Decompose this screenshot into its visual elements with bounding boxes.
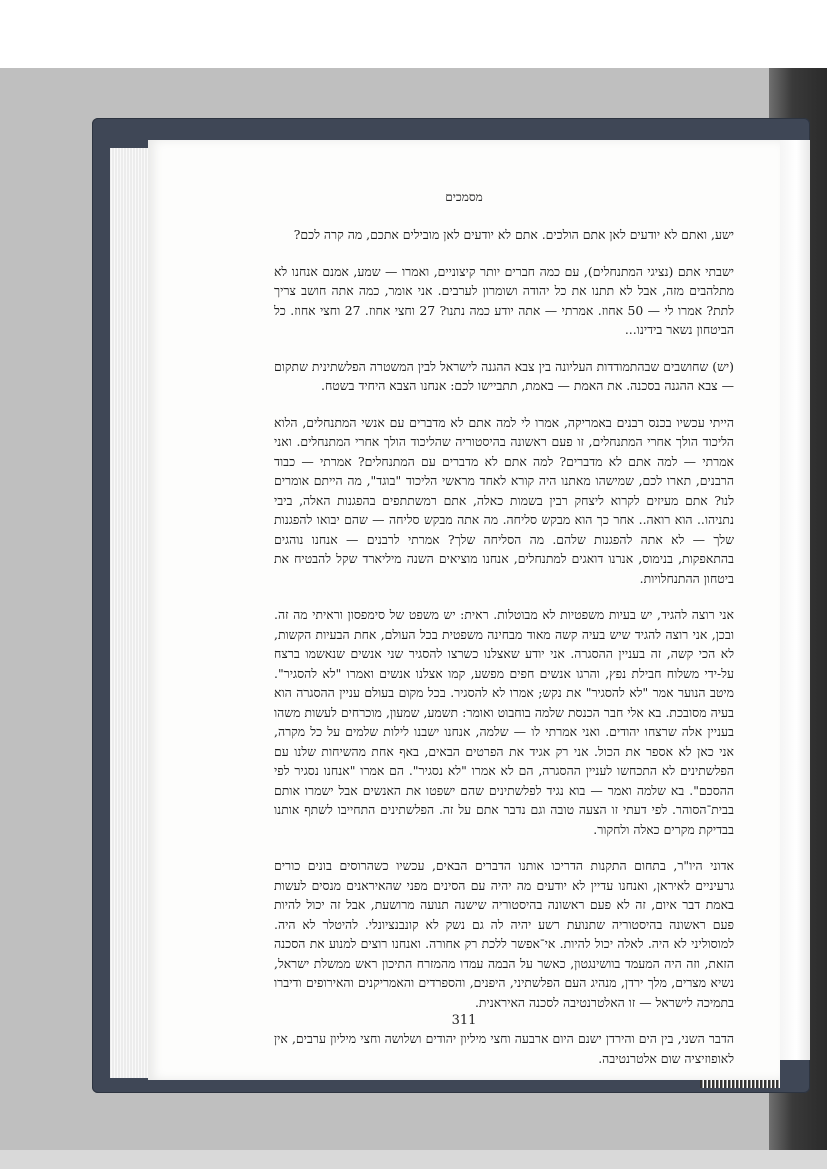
page-edge-right: [776, 140, 810, 1060]
page-number: 311: [451, 1013, 477, 1028]
body-text: [274, 225, 734, 1085]
paragraph: ישע, ואתם לא יודעים לאן אתם הולכים. אתם לא יודעים לאן מובילים אתכם, מה קרה לכם?: [293, 227, 734, 242]
paragraph: (יש) שחושבים שבהתמודדות העליונה בין צבא ההגנה לישראל לבין המשטרה הפלשתינית שתקום — צבא ההגנה בסכנה. את האמת — באמת, תתביישו לכם: אנחנו הצבא היחיד בשטח.: [274, 358, 734, 393]
paragraph: ישבתי אתם (נציגי המתנחלים), עם כמה חברים יותר קיצוניים, ואמרו — שמע, אמנם אנחנו לא מתלהבים מזה, אבל לא תתנו את כל יהודה ושומרון לערבים. אני אומר, כמה אתה חושב צריך לתת? אמרו לי — 50 אחוז. אמרתי — אתה יודע כמה נתנו? 27 וחצי אחוז. 27 וחצי אחוז. כל הביטחון נשאר בידינו...: [274, 263, 734, 337]
paragraph: אדוני היו"ר, בתחום התקנות הדריכו אותנו הדברים הבאים, עכשיו כשהרוסים בונים כורים גרעיניים לאיראן, ואנחנו עדיין לא יודעים מה יהיה עם הסינים מפני שהאיראנים מנסים לעשות באמת דבר איום, זה לא פעם ראשונה בהיסטוריה שישנה תנועה מרושעת, אבל זה יכול להיות פעם ראשונה בהיסטוריה שתנועת רשע יהיה לה גם נשק לא קונבנציונלי. להיטלר לא היה. למוסוליני לא היה. לאלה יכול להיות. אי־אפשר ללכת רק אחורה. ואנחנו רוצים למנוע את הסכנה הזאת, וזה היה המעמד בוושינגטון, כאשר על הבמה עמדו מהמזרח התיכון ראש ממשלת ישראל, נשיא מצרים, מלך ירדן, מנהיג העם הפלשתיני, היפנים, והספרדים והאמריקנים והאירופים ודיברו בתמיכה לישראל — זו האלטרנטיבה לסכנה האיראנית.: [274, 858, 734, 1010]
paragraph: הדבר השני, בין הים והירדן ישנם היום ארבעה וחצי מיליון יהודים ושלושה וחצי מיליון ערבים, אין לאופוזיציה שום אלטרנטיבה.: [274, 1031, 734, 1066]
paragraph: אני רוצה להגיד, יש בעיות משפטיות לא מבוטלות. ראית: יש משפט של סימפסון וראיתי מה זה. ובכן, אני רוצה להגיד שיש בעיה קשה מאוד מבחינה משפטית בכל העולם, אחת הבעיות הקשות, לא הכי קשה, זה בעניין ההסגרה. אני יודע שאצלנו כשרצו להסגיר שני אנשים שנאשמו ברצח על-ידי משלוח חבילת נפץ, והרגו אנשים חפים מפשע, קמו אצלנו אנשים ואמרו "לא להסגיר". מיטב הנוער אמר "לא להסגיר" את נקש; אמרו לא להסגיר. בכל מקום בעולם עניין ההסגרה הוא בעיה מסובכת. בא אלי חבר הכנסת שלמה בוחבוט ואומר: תשמע, שמעון, מוכרחים לעשות משהו בעניין אלה שרצחו יהודים. ואני אמרתי לו — שלמה, אנחנו ישבנו לילות שלמים על כל מקרה, אני כאן לא אספר את הכול. אני רק אגיד את הפרטים הבאים, באף אחת מהשיחות שלנו עם הפלשתינים לא התכחשו לעניין ההסגרה, הם לא אמרו "לא נסגיר". הם אמרו "אנחנו נסגיר לפי ההסכם". בא שלמה ואמר — בוא נגיד לפלשתינים שהם ישפטו את האנשים אבל ישמרו אותם בבית־הסוהר. לפי דעתי זו הצעה טובה וגם נדבר אתם על זה. הפלשתינים התחייבו לשתף אותנו בבדיקת מקרים כאלה ולחקור.: [274, 607, 734, 837]
book-page: [148, 140, 780, 1080]
scanner-bottom-edge: [0, 1150, 827, 1169]
running-head: מסמכים: [445, 190, 483, 204]
page-edges-left: [110, 148, 150, 1078]
paragraph: הייתי עכשיו בכנס רבנים באמריקה, אמרו לי למה אתם לא מדברים עם אנשי המתנחלים, הלוא הליכוד הולך אחרי המתנחלים, זו פעם ראשונה בהיסטוריה שהליכוד הולך אחרי המתנחלים. ואני אמרתי — למה אתם לא מדברים? למה אתם לא מדברים עם המתנחלים? אמרתי — כבוד הרבנים, תארו לכם, שמישהו מאתנו היה קורא לאחד מראשי הליכוד "בוגד", מה הייתם אומרים לנו? אתם מעיזים לקרוא ליצחק רבין בשמות כאלה, אתם רמשתתפים בהפגנות האלה, ביבי נתניהו.. הוא רואה.. אחר כך הוא מבקש סליחה. מה אתה מבקש סליחה — שהם יבואו להפגנות שלך — לא אתה להפגנות שלהם. מה הסליחה שלך? אמרתי לרבנים — אנחנו נוהגים בהתאפקות, בנימוס, אנרנו דואגים למתנחלים, אנחנו מוציאים השנה מיליארד שקל להבטיח את ביטחון ההתנחלויות.: [274, 414, 734, 586]
